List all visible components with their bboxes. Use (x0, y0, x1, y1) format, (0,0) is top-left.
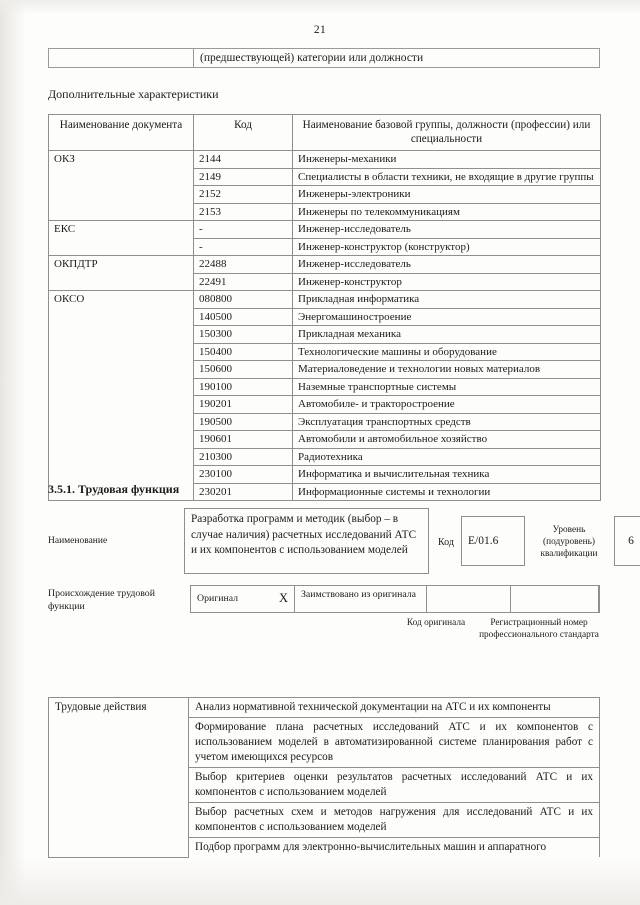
cell-name: Инженер-конструктор (конструктор) (293, 238, 601, 256)
cell-code: 22488 (194, 256, 293, 274)
cell-name: Автомобили и автомобильное хозяйство (293, 431, 601, 449)
function-name-label: Наименование (48, 536, 108, 546)
labor-actions-label: Трудовые действия (49, 698, 189, 858)
additional-characteristics-table (48, 114, 601, 501)
table-row (49, 221, 601, 239)
origin-label: Происхождение трудовой функции (48, 588, 155, 612)
cell-code: 190100 (194, 378, 293, 396)
cell-name: Инженеры-механики (293, 151, 601, 169)
qualification-level-value: 6 (614, 516, 640, 566)
labor-actions-table (48, 697, 600, 858)
cell-code: - (194, 238, 293, 256)
cell-code: 2149 (194, 168, 293, 186)
cell-name: Инженер-исследователь (293, 256, 601, 274)
cell-name: Радиотехника (293, 448, 601, 466)
cell-name: Информатика и вычислительная техника (293, 466, 601, 484)
table-row (49, 151, 601, 169)
origin-original-mark: X (278, 591, 288, 606)
function-name-value: Разработка программ и методик (выбор – в случае наличия) расчетных исследований АТС и их компонентов с использованием моделей (184, 508, 429, 574)
cell-code: 190500 (194, 413, 293, 431)
cell-document: ОКЗ (49, 151, 194, 221)
cell-document: ЕКС (49, 221, 194, 256)
cell-name: Наземные транспортные системы (293, 378, 601, 396)
cell-name: Инженеры по телекоммуникациям (293, 203, 601, 221)
cell-code: 150300 (194, 326, 293, 344)
cell-code: 210300 (194, 448, 293, 466)
header-document: Наименование документа (49, 115, 194, 151)
function-code-label: Код (438, 537, 454, 548)
origin-borrowed-label: Заимствовано из оригинала (295, 586, 427, 612)
table-row (49, 291, 601, 309)
labor-function-row (48, 508, 634, 578)
labor-action-item: Выбор критериев оценки результатов расчетных исследований АТС и их компонентов с использованием моделей (189, 768, 600, 803)
cell-code: 230100 (194, 466, 293, 484)
origin-registration-cell (511, 586, 599, 612)
origin-registration-caption: Регистрационный номер профессионального стандарта (479, 618, 599, 640)
header-name: Наименование базовой группы, должности (профессии) или специальности (293, 115, 601, 151)
cell-name: Инженер-конструктор (293, 273, 601, 291)
cell-name: Прикладная информатика (293, 291, 601, 309)
continuation-box (48, 48, 600, 68)
cell-code: - (194, 221, 293, 239)
cell-code: 150400 (194, 343, 293, 361)
scan-edge-left (0, 0, 26, 905)
cell-document: ОКПДТР (49, 256, 194, 291)
cell-name: Технологические машины и оборудование (293, 343, 601, 361)
cell-name: Информационные системы и технологии (293, 483, 601, 501)
cell-code: 2153 (194, 203, 293, 221)
cell-code: 2152 (194, 186, 293, 204)
origin-original-label: Оригинал (197, 593, 239, 605)
cell-code: 140500 (194, 308, 293, 326)
table-header-row (49, 115, 601, 151)
cell-code: 150600 (194, 361, 293, 379)
labor-action-item: Выбор расчетных схем и методов нагружения для исследований АТС и их компонентов с использованием моделей (189, 803, 600, 838)
scan-edge-bottom (0, 857, 640, 905)
continuation-blank-cell (49, 49, 194, 67)
labor-action-item: Подбор программ для электронно-вычислительных машин и аппаратного (189, 838, 600, 858)
cell-code: 230201 (194, 483, 293, 501)
cell-code: 22491 (194, 273, 293, 291)
cell-name: Энергомашиностроение (293, 308, 601, 326)
cell-name: Эксплуатация транспортных средств (293, 413, 601, 431)
origin-original-cell (191, 586, 295, 612)
labor-function-heading: 3.5.1. Трудовая функция (48, 482, 180, 496)
cell-name: Инженеры-электроники (293, 186, 601, 204)
qualification-level-label: Уровень (подуровень) квалификации (540, 525, 598, 559)
labor-action-item: Анализ нормативной технической документации на АТС и их компоненты (189, 698, 600, 718)
additional-characteristics-label: Дополнительные характеристики (48, 87, 219, 101)
header-code: Код (194, 115, 293, 151)
cell-name: Прикладная механика (293, 326, 601, 344)
origin-box (190, 585, 600, 613)
cell-code: 190601 (194, 431, 293, 449)
cell-name: Специалисты в области техники, не входящие в другие группы (293, 168, 601, 186)
labor-action-item: Формирование плана расчетных исследований АТС и их компонентов с использованием моделей в автоматизированной системе планирования работ с учетом имеющихся ресурсов (189, 718, 600, 768)
page-number: 21 (313, 24, 327, 36)
cell-name: Инженер-исследователь (293, 221, 601, 239)
origin-code-cell (427, 586, 511, 612)
function-code-value: Е/01.6 (461, 516, 525, 566)
cell-document: ОКСО (49, 291, 194, 501)
cell-code: 2144 (194, 151, 293, 169)
origin-code-caption: Код оригинала (406, 618, 466, 628)
cell-name: Материаловедение и технологии новых материалов (293, 361, 601, 379)
cell-code: 080800 (194, 291, 293, 309)
cell-name: Автомобиле- и тракторостроение (293, 396, 601, 414)
table-row (49, 698, 600, 718)
scan-edge-top (0, 0, 640, 14)
continuation-text: (предшествующей) категории или должности (200, 52, 424, 64)
table-row (49, 256, 601, 274)
cell-code: 190201 (194, 396, 293, 414)
